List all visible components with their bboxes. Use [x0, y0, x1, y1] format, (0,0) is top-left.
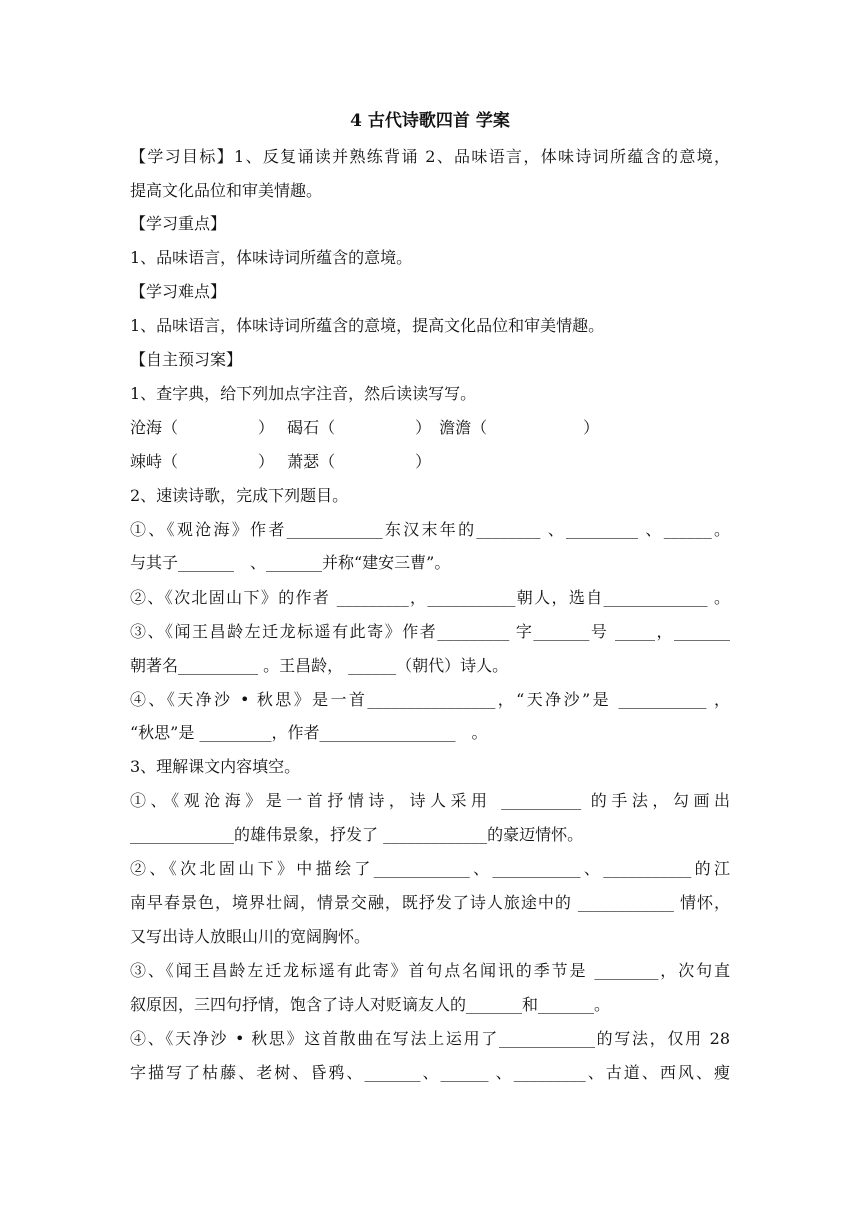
text-line: 1、查字典，给下列加点字注音，然后读读写写。	[130, 384, 477, 403]
text-line: ①、《观沧海》作者____________东汉末年的________ 、_________ 、______。	[130, 520, 730, 539]
text-line: ③、《闻王昌龄左迁龙标遥有此寄》首句点名闻讯的季节是 ________，次句直	[130, 961, 730, 980]
text-line: ②、《次北固山下》的作者 _________，___________朝人，选自_____________ 。	[130, 588, 730, 607]
section-heading: 【学习难点】	[130, 282, 227, 301]
text-line: ①、《观沧海》是一首抒情诗，诗人采用 __________ 的手法，勾画出	[130, 791, 730, 810]
text-line: 南早春景色，境界壮阔，情景交融，既抒发了诗人旅途中的 ____________ 情怀，	[130, 893, 730, 912]
text-line: 字描写了枯藤、老树、昏鸦、_______、______ 、_________、古道、西风、瘦	[130, 1063, 730, 1082]
text-line: “秋思”是 _________，作者_________________ 。	[130, 723, 488, 742]
text-line: ②、《次北固山下》中描绘了____________、___________、___________的江	[130, 859, 730, 878]
text-line: 【学习目标】1、反复诵读并熟练背诵 2、品味语言，体味诗词所蕴含的意境，	[130, 147, 730, 166]
section-heading: 【学习重点】	[130, 214, 227, 233]
text-line: 又写出诗人放眼山川的宽阔胸怀。	[130, 927, 371, 946]
text-line: ③、《闻王昌龄左迁龙标遥有此寄》作者_________ 字_______号 _____，_______	[130, 622, 730, 641]
text-line: 朝著名__________ 。王昌龄， ______（朝代）诗人。	[130, 656, 509, 675]
text-line: 3、理解课文内容填空。	[130, 757, 301, 776]
text-line: 与其子_______ 、_______并称“建安三曹”。	[130, 553, 451, 572]
section-heading: 【自主预习案】	[130, 350, 243, 369]
text-line: 叙原因，三四句抒情，饱含了诗人对贬谪友人的_______和_______。	[130, 995, 611, 1014]
text-line: _____________的雄伟景象，抒发了 _____________的豪迈情怀。	[130, 825, 584, 844]
text-line: 沧海（ ） 碣石（ ） 澹澹（ ）	[130, 418, 600, 437]
page-title: 4 古代诗歌四首 学案	[350, 111, 510, 131]
text-line: ④、《天净沙 • 秋思》这首散曲在写法上运用了____________的写法，仅用 28	[130, 1029, 730, 1048]
text-line: ④、《天净沙 • 秋思》是一首________________，“天净沙”是 ___________ ，	[130, 690, 730, 709]
text-line: 1、品味语言，体味诗词所蕴含的意境，提高文化品位和审美情趣。	[130, 316, 605, 335]
text-line: 提高文化品位和审美情趣。	[130, 181, 323, 200]
text-line: 2、速读诗歌，完成下列题目。	[130, 486, 349, 505]
text-line: 竦峙（ ） 萧瑟（ ）	[130, 452, 432, 471]
text-line: 1、品味语言，体味诗词所蕴含的意境。	[130, 248, 413, 267]
